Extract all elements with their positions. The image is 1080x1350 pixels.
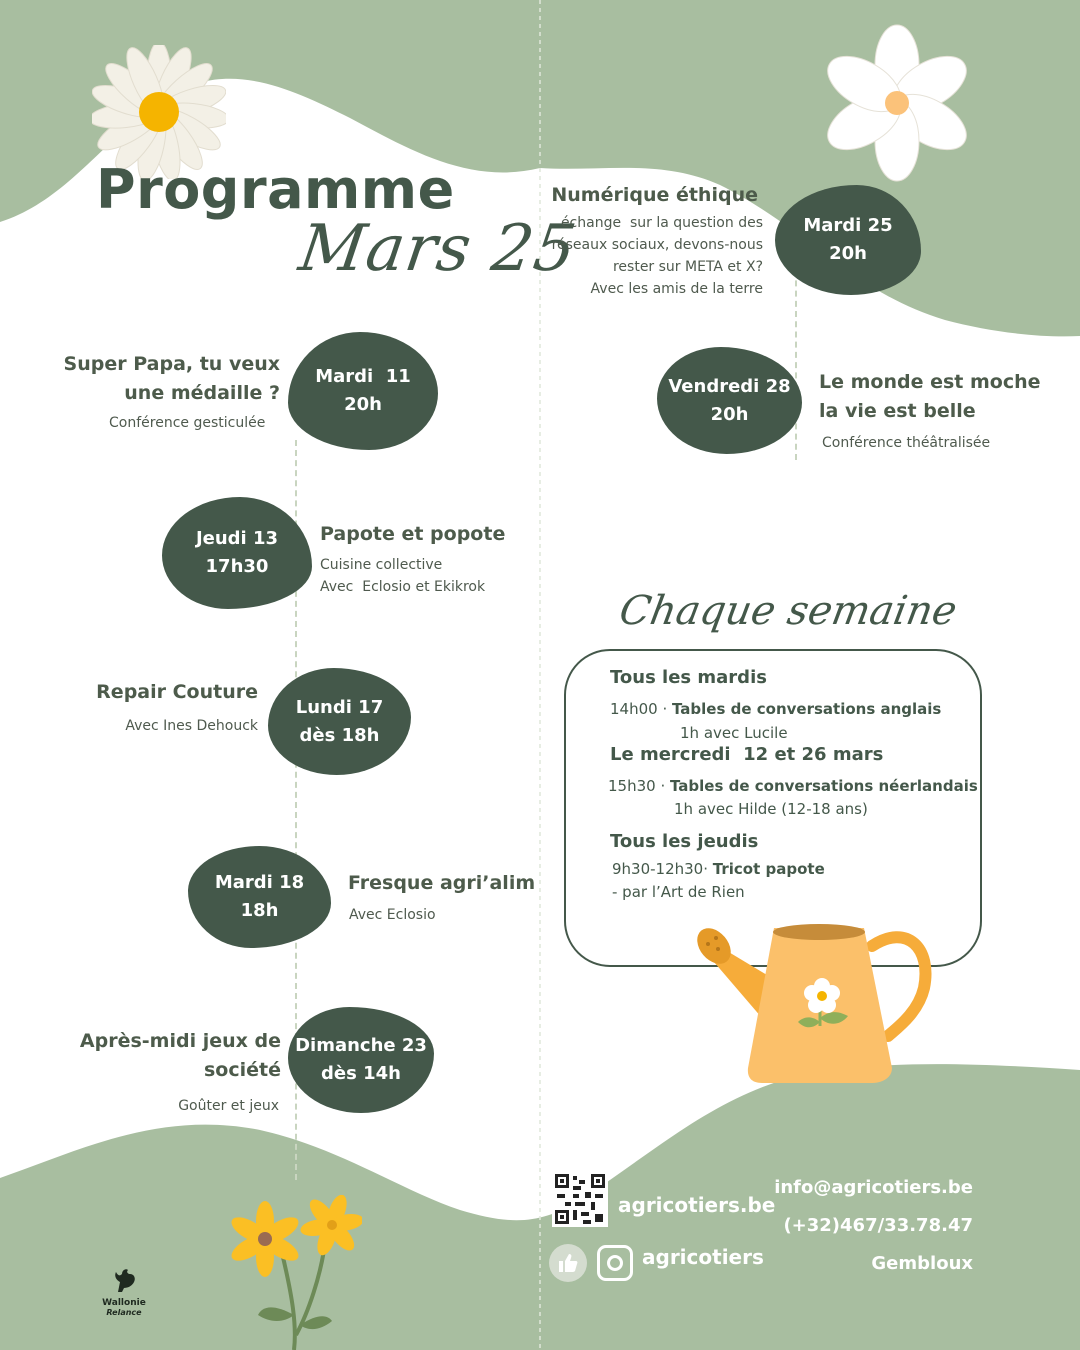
sponsor-tagline: Relance bbox=[106, 1308, 142, 1317]
event-title-line: société bbox=[204, 1059, 281, 1081]
weekly-group-title: Le mercredi 12 et 26 mars bbox=[610, 744, 884, 765]
event-description: Goûter et jeux bbox=[178, 1098, 279, 1114]
weekly-activity-name: Tricot papote bbox=[712, 860, 825, 878]
event-time: dès 14h bbox=[321, 1063, 401, 1084]
event-time: 20h bbox=[829, 243, 867, 264]
facebook-like-icon[interactable] bbox=[549, 1244, 587, 1282]
event-title bbox=[60, 350, 280, 408]
event-time: 18h bbox=[240, 900, 279, 921]
weekly-detail: - par l’Art de Rien bbox=[612, 883, 745, 901]
timeline-line bbox=[795, 260, 797, 460]
event-title-line: Après-midi jeux de bbox=[79, 1030, 281, 1052]
weekly-time: 14h00 · bbox=[610, 700, 672, 718]
weekly-activity bbox=[612, 858, 825, 881]
sponsor-name: Wallonie bbox=[102, 1298, 146, 1308]
sponsor-logo bbox=[96, 1268, 152, 1317]
phone-number[interactable]: (+32)467/33.78.47 bbox=[783, 1215, 973, 1236]
weekly-detail: 1h avec Lucile bbox=[680, 724, 788, 742]
event-title-line: la vie est belle bbox=[819, 400, 976, 422]
event-description-line: rester sur META et X? bbox=[612, 259, 763, 275]
event-description bbox=[540, 212, 763, 300]
event-description: Avec Eclosio bbox=[349, 907, 436, 923]
social-handle[interactable]: agricotiers bbox=[642, 1245, 764, 1269]
event-title: Repair Couture bbox=[96, 681, 258, 703]
event-title bbox=[60, 1027, 281, 1085]
event-title-line: Super Papa, tu veux bbox=[63, 353, 280, 375]
event-description-line: échange sur la question des bbox=[560, 215, 763, 231]
event-date-badge bbox=[288, 332, 438, 450]
city-name: Gembloux bbox=[871, 1253, 973, 1274]
event-day: Dimanche 23 bbox=[295, 1035, 427, 1056]
event-time: 17h30 bbox=[205, 556, 269, 577]
event-day: Mardi 18 bbox=[214, 872, 305, 893]
weekly-group-title: Tous les jeudis bbox=[610, 831, 759, 852]
event-day: Mardi 25 bbox=[803, 215, 893, 236]
event-description: Conférence théâtralisée bbox=[822, 435, 991, 451]
event-date-badge bbox=[775, 185, 921, 295]
event-title: Papote et popote bbox=[320, 523, 506, 545]
event-time: 20h bbox=[344, 394, 382, 415]
event-time: 20h bbox=[710, 403, 749, 425]
event-description bbox=[320, 554, 485, 598]
weekly-activity bbox=[608, 775, 978, 798]
weekly-time: 15h30 · bbox=[608, 777, 670, 795]
flower-icon bbox=[818, 24, 976, 182]
event-day: Mardi 11 bbox=[315, 366, 411, 387]
yellow-flowers-icon bbox=[222, 1195, 362, 1350]
event-time: dès 18h bbox=[299, 724, 380, 746]
weekly-group-title: Tous les mardis bbox=[610, 667, 767, 688]
event-title: Numérique éthique bbox=[551, 184, 758, 206]
event-day: Jeudi 13 bbox=[195, 528, 279, 549]
instagram-icon[interactable] bbox=[597, 1245, 633, 1281]
event-title-line: Le monde est moche bbox=[819, 371, 1041, 393]
website-link[interactable]: agricotiers.be bbox=[618, 1193, 776, 1217]
event-description: Conférence gesticulée bbox=[109, 415, 266, 431]
event-title bbox=[819, 368, 1041, 426]
event-title-line: une médaille ? bbox=[124, 382, 280, 404]
event-description-line: Cuisine collective bbox=[320, 557, 443, 573]
qr-code-icon[interactable] bbox=[552, 1171, 608, 1227]
event-day: Vendredi 28 bbox=[668, 375, 791, 397]
weekly-time: 9h30-12h30· bbox=[612, 860, 713, 878]
event-description-line: Avec les amis de la terre bbox=[590, 281, 763, 297]
weekly-activity-name: Tables de conversations néerlandais bbox=[670, 777, 978, 795]
weekly-activity bbox=[610, 698, 941, 721]
watering-can-icon bbox=[692, 918, 937, 1088]
rooster-logo-icon bbox=[110, 1268, 138, 1294]
email-link[interactable]: info@agricotiers.be bbox=[774, 1177, 973, 1198]
event-description: Avec Ines Dehouck bbox=[125, 718, 258, 734]
event-description-line: réseaux sociaux, devons-nous bbox=[551, 237, 763, 253]
weekly-heading: Chaque semaine bbox=[615, 588, 961, 634]
event-description-line: Avec Eclosio et Ekikrok bbox=[320, 579, 486, 595]
page-subtitle: Mars 25 bbox=[294, 212, 582, 286]
event-title: Fresque agri’alim bbox=[348, 872, 536, 894]
event-day: Lundi 17 bbox=[295, 696, 384, 718]
weekly-activity-name: Tables de conversations anglais bbox=[672, 700, 942, 718]
weekly-detail: 1h avec Hilde (12-18 ans) bbox=[674, 800, 868, 818]
page-title: Programme bbox=[96, 158, 455, 221]
